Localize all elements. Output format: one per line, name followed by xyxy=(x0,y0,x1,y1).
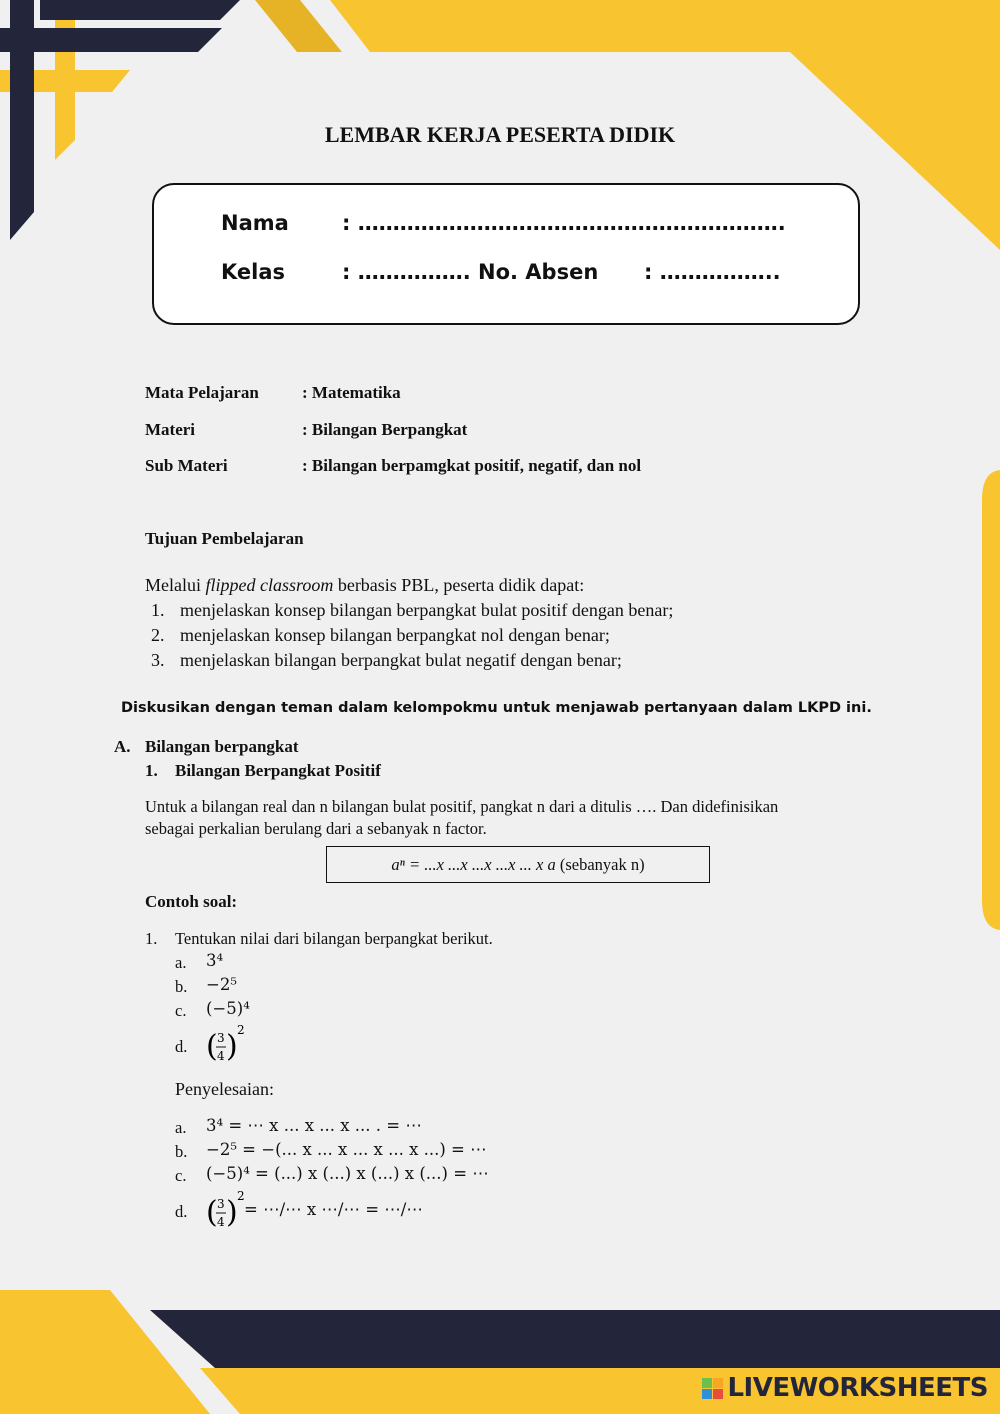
tujuan-item-num: 2. xyxy=(151,625,165,645)
liveworksheets-brand xyxy=(702,1373,988,1403)
svg-text:4: 4 xyxy=(217,1215,225,1229)
bottom-navy-band xyxy=(150,1310,1000,1368)
right-side-tab xyxy=(982,470,1000,930)
answer-item-expr[interactable]: (−5)⁴ = (...) x (...) x (...) x (...) = ⋯ xyxy=(206,1164,489,1183)
frac-den: 4 xyxy=(217,1049,225,1063)
section-a-letter: A. xyxy=(114,737,131,756)
tujuan-item-text: menjelaskan bilangan berpangkat bulat negatif dengan benar; xyxy=(180,650,622,670)
question-item-expr: −2⁵ xyxy=(206,975,237,994)
svg-text:): ) xyxy=(226,1195,238,1230)
meta-value-submateri: : Bilangan berpamgkat positif, negatif, dan nol xyxy=(302,456,642,475)
frac-num: 3 xyxy=(217,1031,225,1045)
identity-box xyxy=(152,183,860,325)
answer-item-label: a. xyxy=(175,1118,187,1137)
answer-item-label: b. xyxy=(175,1142,188,1161)
top-yellow-stripe xyxy=(255,0,342,52)
tujuan-intro xyxy=(145,575,584,596)
question-text: Tentukan nilai dari bilangan berpangkat berikut. xyxy=(175,929,493,948)
definition-formula-box xyxy=(326,846,710,883)
answer-item-expr[interactable]: 3⁴ = ⋯ x ... x ... x ... . = ⋯ xyxy=(206,1116,422,1135)
question-item-expr: (−5)⁴ xyxy=(206,999,250,1018)
corner-cross-navy-h xyxy=(0,28,222,52)
kelas-field[interactable]: : ……………. No. Absen xyxy=(342,260,599,284)
answer-item-label: c. xyxy=(175,1166,187,1185)
meta-label-mapel: Mata Pelajaran xyxy=(145,383,259,402)
svg-text:(: ( xyxy=(206,1195,218,1230)
exponent: 2 xyxy=(237,1023,245,1037)
nama-label: Nama xyxy=(221,211,289,235)
meta-value-mapel: : Matematika xyxy=(302,383,401,402)
answer-item-expr[interactable]: −2⁵ = −(... x ... x ... x ... x ...) = ⋯ xyxy=(206,1140,487,1159)
instruction-text: Diskusikan dengan teman dalam kelompokmu untuk menjawab pertanyaan dalam LKPD ini. xyxy=(121,700,872,716)
paren-right: ) xyxy=(226,1029,238,1064)
meta-value-materi: : Bilangan Berpangkat xyxy=(302,420,468,439)
contoh-heading: Contoh soal: xyxy=(145,892,238,911)
answer-item-label: d. xyxy=(175,1202,188,1221)
section-a-heading: Bilangan berpangkat xyxy=(145,737,299,756)
answer-d-tail[interactable]: = ⋯/⋯ x ⋯/⋯ = ⋯/⋯ xyxy=(244,1200,423,1219)
corner-cross-navy-h2 xyxy=(40,0,240,20)
definition-line-1: Untuk a bilangan real dan n bilangan bulat positif, pangkat n dari a ditulis …. Dan didefinisikan xyxy=(145,797,779,816)
page-title: LEMBAR KERJA PESERTA DIDIK xyxy=(324,122,676,147)
tujuan-item-text: menjelaskan konsep bilangan berpangkat nol dengan benar; xyxy=(180,625,610,645)
question-d-fraction xyxy=(204,1020,252,1066)
tujuan-item-num: 3. xyxy=(151,650,165,670)
penyelesaian-label: Penyelesaian: xyxy=(175,1079,274,1099)
tujuan-intro-italic: flipped classroom xyxy=(205,575,334,595)
question-item-label: a. xyxy=(175,953,187,972)
definition-line-2: sebagai perkalian berulang dari a sebanyak n factor. xyxy=(145,819,487,838)
brand-text: LIVEWORKSHEETS xyxy=(727,1373,988,1403)
svg-text:3: 3 xyxy=(217,1197,225,1211)
tujuan-item-num: 1. xyxy=(151,600,165,620)
svg-text:2: 2 xyxy=(237,1189,245,1203)
tujuan-intro-before: Melalui xyxy=(145,575,206,595)
question-item-expr: 3⁴ xyxy=(206,951,224,970)
kelas-label: Kelas xyxy=(221,260,286,284)
absen-field[interactable]: : …………….. xyxy=(644,260,781,284)
tujuan-intro-after: berbasis PBL, peserta didik dapat: xyxy=(333,575,585,595)
subsection-num: 1. xyxy=(145,761,158,780)
liveworksheets-logo-icon xyxy=(702,1378,723,1399)
formula-rhs: (sebanyak n) xyxy=(555,855,645,874)
question-num: 1. xyxy=(145,929,158,948)
tujuan-heading: Tujuan Pembelajaran xyxy=(145,529,304,548)
meta-label-submateri: Sub Materi xyxy=(145,456,228,475)
meta-label-materi: Materi xyxy=(145,420,196,439)
question-item-label: d. xyxy=(175,1037,188,1056)
bottom-yellow-band xyxy=(0,1290,210,1414)
formula-lhs: aⁿ = ...x ...x ...x ...x ... x a xyxy=(391,855,556,874)
tujuan-item-text: menjelaskan konsep bilangan berpangkat bulat positif dengan benar; xyxy=(180,600,674,620)
question-item-label: b. xyxy=(175,977,188,996)
paren-left: ( xyxy=(206,1029,218,1064)
question-item-label: c. xyxy=(175,1001,187,1020)
nama-field[interactable]: : ……………………………………………………. xyxy=(342,211,786,235)
subsection-heading: Bilangan Berpangkat Positif xyxy=(175,761,381,780)
